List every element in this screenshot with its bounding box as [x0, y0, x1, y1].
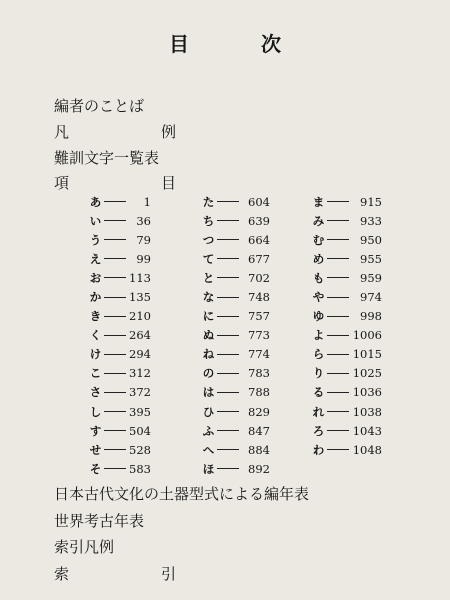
leader-dash — [217, 220, 239, 221]
kana-label: ぬ — [202, 328, 215, 343]
kana-label: ゆ — [312, 309, 325, 324]
kana-label: や — [312, 290, 325, 305]
leader-dash — [217, 297, 239, 298]
page-number: 639 — [248, 213, 270, 228]
kana-label: の — [202, 366, 215, 381]
leader-dash — [217, 430, 239, 431]
kana-index-row — [311, 440, 382, 459]
page-number: 955 — [360, 251, 382, 266]
kana-index-row — [311, 307, 382, 326]
page-number: 36 — [136, 213, 151, 228]
toc-entry-difficult-readings-list: 難訓文字一覧表 — [54, 149, 160, 167]
kana-label: た — [202, 194, 215, 209]
kana-index-row — [201, 192, 270, 211]
page-number: 135 — [129, 290, 151, 305]
page-number: 677 — [248, 251, 270, 266]
kana-label: つ — [202, 232, 215, 247]
kana-index-row — [201, 364, 270, 383]
kana-index-row — [201, 459, 270, 478]
leader-dash — [104, 201, 126, 202]
leader-dash — [327, 430, 349, 431]
page-number: 1015 — [352, 347, 382, 362]
page-number: 933 — [360, 213, 382, 228]
kana-index-row — [311, 192, 382, 211]
kana-label: は — [202, 385, 215, 400]
kana-index-row — [88, 459, 151, 478]
kana-label: と — [202, 270, 215, 285]
kana-label: せ — [89, 442, 102, 457]
leader-dash — [104, 316, 126, 317]
kana-index-row — [311, 326, 382, 345]
kana-index-row — [201, 383, 270, 402]
page-number: 79 — [136, 232, 151, 247]
leader-dash — [104, 430, 126, 431]
page-number: 99 — [136, 251, 151, 266]
leader-dash — [217, 239, 239, 240]
page-number: 210 — [129, 309, 151, 324]
kana-label: れ — [312, 404, 325, 419]
toc-entry-explanatory-notes-part2: 例 — [160, 123, 176, 141]
page-number: 1 — [143, 194, 151, 209]
toc-entry-explanatory-notes-part1: 凡 — [54, 123, 70, 141]
kana-label: な — [202, 290, 215, 305]
kana-index-row — [88, 326, 151, 345]
page-number: 583 — [129, 461, 151, 476]
kana-index-row — [88, 192, 151, 211]
kana-index-row — [88, 421, 151, 440]
kana-index-column-1 — [88, 192, 151, 478]
kana-label: ほ — [202, 461, 215, 476]
leader-dash — [104, 297, 126, 298]
kana-label: む — [312, 232, 325, 247]
kana-label: ま — [312, 194, 325, 209]
leader-dash — [104, 449, 126, 450]
page-number: 998 — [360, 309, 382, 324]
kana-label: そ — [89, 461, 102, 476]
kana-label: る — [312, 385, 325, 400]
kana-label: ら — [312, 347, 325, 362]
kana-index-row — [311, 211, 382, 230]
kana-index-row — [201, 421, 270, 440]
leader-dash — [217, 411, 239, 412]
page-number: 664 — [248, 232, 270, 247]
leader-dash — [327, 335, 349, 336]
page-number: 264 — [129, 328, 151, 343]
kana-label: あ — [89, 194, 102, 209]
kana-label: さ — [89, 385, 102, 400]
kana-index-row — [201, 268, 270, 287]
page-number: 829 — [248, 404, 270, 419]
kana-label: え — [89, 251, 102, 266]
toc-entry-index-notes: 索引凡例 — [54, 538, 115, 556]
kana-index-row — [201, 287, 270, 306]
kana-index-row — [201, 345, 270, 364]
kana-index-row — [88, 268, 151, 287]
page-number: 702 — [248, 270, 270, 285]
page-number: 294 — [129, 347, 151, 362]
kana-label: か — [89, 290, 102, 305]
kana-label: け — [89, 347, 102, 362]
page-number: 113 — [129, 270, 151, 285]
kana-index-row — [88, 402, 151, 421]
page-number: 1048 — [352, 442, 382, 457]
page-number: 959 — [360, 270, 382, 285]
toc-entry-editors-note: 編者のことば — [54, 97, 145, 115]
kana-label: ふ — [202, 423, 215, 438]
kana-index-row — [201, 402, 270, 421]
leader-dash — [217, 449, 239, 450]
leader-dash — [327, 449, 349, 450]
kana-label: へ — [202, 442, 215, 457]
leader-dash — [104, 411, 126, 412]
kana-index-row — [201, 230, 270, 249]
kana-label: こ — [89, 366, 102, 381]
leader-dash — [217, 277, 239, 278]
kana-index-row — [201, 440, 270, 459]
kana-index-row — [88, 383, 151, 402]
leader-dash — [104, 335, 126, 336]
toc-entry-world-archaeology-chronology: 世界考古年表 — [54, 512, 145, 530]
page-number: 1036 — [352, 385, 382, 400]
kana-label: う — [89, 232, 102, 247]
kana-index-row — [88, 287, 151, 306]
leader-dash — [104, 258, 126, 259]
leader-dash — [217, 201, 239, 202]
page-number: 748 — [248, 290, 270, 305]
page-number: 892 — [248, 461, 270, 476]
kana-label: く — [89, 328, 102, 343]
kana-index-row — [88, 211, 151, 230]
leader-dash — [104, 392, 126, 393]
toc-entry-headwords-part1: 項 — [54, 174, 70, 192]
page-number: 788 — [248, 385, 270, 400]
kana-label: み — [312, 213, 325, 228]
kana-index-row — [311, 287, 382, 306]
leader-dash — [327, 297, 349, 298]
page-number: 773 — [248, 328, 270, 343]
kana-index-row — [311, 421, 382, 440]
leader-dash — [327, 258, 349, 259]
page-number: 528 — [129, 442, 151, 457]
leader-dash — [104, 354, 126, 355]
page-number: 395 — [129, 404, 151, 419]
page-number: 372 — [129, 385, 151, 400]
toc-entry-explanatory-notes — [54, 122, 176, 142]
leader-dash — [104, 468, 126, 469]
kana-index-row — [88, 440, 151, 459]
leader-dash — [217, 354, 239, 355]
kana-label: も — [312, 270, 325, 285]
leader-dash — [327, 316, 349, 317]
kana-label: め — [312, 251, 325, 266]
page-number: 884 — [248, 442, 270, 457]
kana-index-row — [88, 345, 151, 364]
kana-index-row — [201, 211, 270, 230]
kana-index-row — [88, 249, 151, 268]
leader-dash — [217, 335, 239, 336]
leader-dash — [217, 392, 239, 393]
kana-label: ね — [202, 347, 215, 362]
kana-label: わ — [312, 442, 325, 457]
page-number: 1043 — [352, 423, 382, 438]
leader-dash — [104, 277, 126, 278]
leader-dash — [327, 354, 349, 355]
leader-dash — [217, 373, 239, 374]
page-number: 604 — [248, 194, 270, 209]
leader-dash — [217, 316, 239, 317]
leader-dash — [104, 373, 126, 374]
kana-index-row — [311, 268, 382, 287]
kana-index-row — [201, 307, 270, 326]
page-number: 974 — [360, 290, 382, 305]
kana-label: に — [202, 309, 215, 324]
kana-index-row — [311, 402, 382, 421]
kana-index-row — [311, 345, 382, 364]
leader-dash — [327, 239, 349, 240]
leader-dash — [217, 258, 239, 259]
kana-index-row — [88, 364, 151, 383]
leader-dash — [327, 392, 349, 393]
kana-label: し — [89, 404, 102, 419]
toc-entry-index-part1: 索 — [54, 565, 70, 583]
leader-dash — [327, 220, 349, 221]
kana-index-row — [201, 326, 270, 345]
page-number: 847 — [248, 423, 270, 438]
leader-dash — [327, 373, 349, 374]
page-number: 757 — [248, 309, 270, 324]
leader-dash — [217, 468, 239, 469]
leader-dash — [327, 201, 349, 202]
page-number: 783 — [248, 366, 270, 381]
toc-entry-index-part2: 引 — [160, 565, 176, 583]
kana-index-row — [311, 383, 382, 402]
kana-index-row — [311, 230, 382, 249]
toc-entry-pottery-chronology: 日本古代文化の土器型式による編年表 — [54, 485, 310, 503]
leader-dash — [104, 220, 126, 221]
kana-index-row — [88, 230, 151, 249]
leader-dash — [327, 277, 349, 278]
leader-dash — [327, 411, 349, 412]
page-number: 1006 — [352, 328, 382, 343]
kana-label: お — [89, 270, 102, 285]
toc-entry-headwords — [54, 173, 176, 193]
leader-dash — [104, 239, 126, 240]
kana-index-column-2 — [201, 192, 270, 478]
page-number: 504 — [129, 423, 151, 438]
page-number: 1038 — [352, 404, 382, 419]
page-number: 312 — [129, 366, 151, 381]
kana-label: い — [89, 213, 102, 228]
kana-label: す — [89, 423, 102, 438]
kana-label: よ — [312, 328, 325, 343]
kana-index-row — [88, 307, 151, 326]
kana-label: き — [89, 309, 102, 324]
kana-index-row — [201, 249, 270, 268]
kana-label: り — [312, 366, 325, 381]
page-number: 915 — [360, 194, 382, 209]
kana-index-column-3 — [311, 192, 382, 459]
kana-index-row — [311, 249, 382, 268]
kana-index-row — [311, 364, 382, 383]
kana-label: て — [202, 251, 215, 266]
kana-label: ひ — [202, 404, 215, 419]
page-title: 目 次 — [169, 32, 307, 56]
toc-entry-index — [54, 564, 176, 584]
toc-entry-headwords-part2: 目 — [160, 174, 176, 192]
page-number: 1025 — [352, 366, 382, 381]
page-number: 774 — [248, 347, 270, 362]
kana-label: ち — [202, 213, 215, 228]
kana-label: ろ — [312, 423, 325, 438]
page-number: 950 — [360, 232, 382, 247]
